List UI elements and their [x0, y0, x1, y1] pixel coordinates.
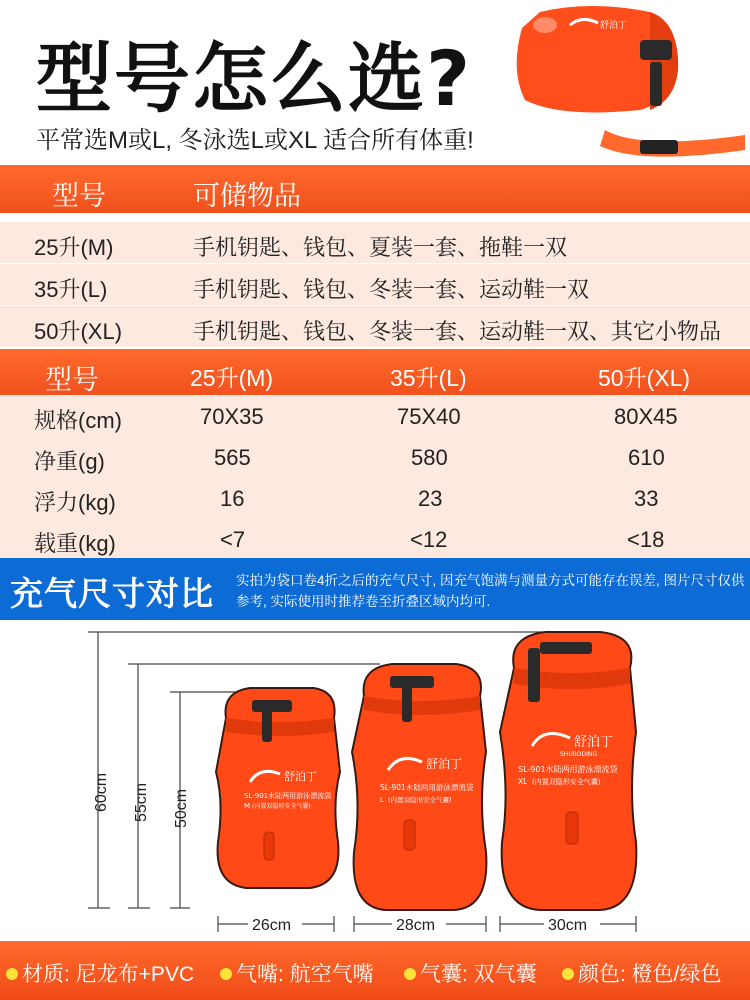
spec-value-m: 70X35 — [200, 404, 264, 429]
width-28-label: 28cm — [396, 917, 436, 934]
bag-xl-note: (内置双隐形安全气囊) — [532, 778, 601, 786]
width-26-label: 26cm — [252, 917, 292, 934]
height-50-label: 50cm — [173, 788, 190, 828]
page-title: 型号怎么选? — [36, 34, 473, 123]
spec-value-m: 565 — [214, 445, 251, 470]
inflation-banner — [0, 558, 750, 620]
feature-text: 颜色: 橙色/绿色 — [578, 963, 722, 986]
capacity-table-header — [0, 165, 750, 213]
bag-xl-brand-en: SHUBODING — [560, 751, 597, 758]
page-subtitle: 平常选M或L, 冬泳选L或XL 适合所有体重! — [36, 127, 474, 154]
capacity-row-model: 25升(M) — [34, 235, 114, 260]
spec-value-l: 75X40 — [397, 404, 461, 429]
features-bar — [0, 941, 750, 1000]
spec-value-l: <12 — [410, 527, 448, 552]
buckle-icon — [640, 140, 678, 154]
spec-col-xl-header: 50升(XL) — [598, 365, 691, 391]
spec-row-label: 规格(cm) — [34, 408, 122, 433]
spec-col-model-header: 型号 — [45, 365, 99, 395]
inflation-title: 充气尺寸对比 — [10, 575, 214, 612]
bag-l-note: (内置双隐形安全气囊) — [388, 796, 452, 804]
bag-l — [352, 664, 486, 910]
bag-m-note: (内置双隐形安全气囊) — [252, 803, 311, 810]
capacity-row — [0, 264, 750, 305]
spec-value-l: 580 — [411, 445, 448, 470]
spec-row — [0, 436, 750, 477]
capacity-row-model: 35升(L) — [34, 277, 108, 302]
spec-value-xl: 33 — [634, 486, 659, 511]
spec-value-xl: 610 — [628, 445, 665, 470]
hero-brand-text: 舒泊丁 — [600, 21, 628, 31]
bag-xl-size: XL — [518, 777, 528, 786]
capacity-row-items: 手机钥匙、钱包、冬装一套、运动鞋一双 — [193, 277, 590, 302]
feature-valve — [220, 958, 374, 988]
spec-value-xl: <18 — [627, 527, 665, 552]
bag-size-comparison — [0, 622, 750, 940]
col-items-header: 可储物品 — [193, 181, 301, 211]
spec-value-m: <7 — [220, 527, 246, 552]
bag-xl-brand: 舒泊丁 — [574, 735, 614, 750]
spec-row-label: 浮力(kg) — [34, 490, 116, 515]
feature-material — [6, 958, 194, 988]
bullet-icon — [404, 968, 416, 980]
feature-airbag — [404, 958, 537, 988]
header — [0, 0, 750, 165]
width-30-label: 30cm — [548, 917, 588, 934]
hero-bag-image — [500, 0, 750, 165]
spec-row — [0, 518, 750, 559]
spec-value-m: 16 — [220, 486, 245, 511]
inflation-note: 实拍为袋口卷4折之后的充气尺寸, 因充气饱满与测量方式可能存在误差, 图片尺寸仅供参考, 实际使用时推荐卷至折叠区域内均可. — [236, 573, 745, 609]
bag-l-brand: 舒泊丁 — [426, 757, 463, 771]
capacity-row-items: 手机钥匙、钱包、冬装一套、运动鞋一双、其它小物品 — [193, 319, 722, 344]
feature-text: 气嘴: 航空气嘴 — [236, 963, 374, 986]
spec-value-xl: 80X45 — [614, 404, 678, 429]
feature-color — [562, 958, 722, 988]
feature-text: 材质: 尼龙布+PVC — [22, 963, 195, 986]
bag-m-brand: 舒泊丁 — [284, 770, 317, 783]
spec-value-l: 23 — [418, 486, 443, 511]
spec-row-label: 净重(g) — [34, 449, 105, 474]
bullet-icon — [220, 968, 232, 980]
capacity-row — [0, 306, 750, 347]
spec-col-m-header: 25升(M) — [190, 365, 274, 391]
bag-m-model: SL-901水陆两用游泳漂流袋 — [244, 792, 332, 800]
capacity-row-items: 手机钥匙、钱包、夏装一套、拖鞋一双 — [193, 235, 568, 260]
bag-l-model: SL-901水陆两用游泳漂流袋 — [380, 783, 474, 792]
bag-xl-model: SL-901水陆两用游泳漂流袋 — [518, 765, 618, 774]
bag-m — [216, 688, 340, 888]
bag-xl — [500, 632, 636, 910]
bullet-icon — [562, 968, 574, 980]
feature-text: 气囊: 双气囊 — [420, 963, 537, 986]
spec-col-l-header: 35升(L) — [390, 365, 467, 391]
spec-row-label: 载重(kg) — [34, 531, 116, 556]
spec-table-header — [0, 349, 750, 397]
bullet-icon — [6, 968, 18, 980]
bag-m-size: M — [244, 802, 251, 810]
spec-row — [0, 477, 750, 518]
capacity-row-model: 50升(XL) — [34, 319, 123, 344]
col-model-header: 型号 — [52, 181, 106, 211]
capacity-row — [0, 222, 750, 263]
spec-row — [0, 395, 750, 436]
height-55-label: 55cm — [133, 782, 150, 822]
height-60-label: 60cm — [93, 772, 110, 812]
bag-l-size: L — [380, 796, 384, 804]
